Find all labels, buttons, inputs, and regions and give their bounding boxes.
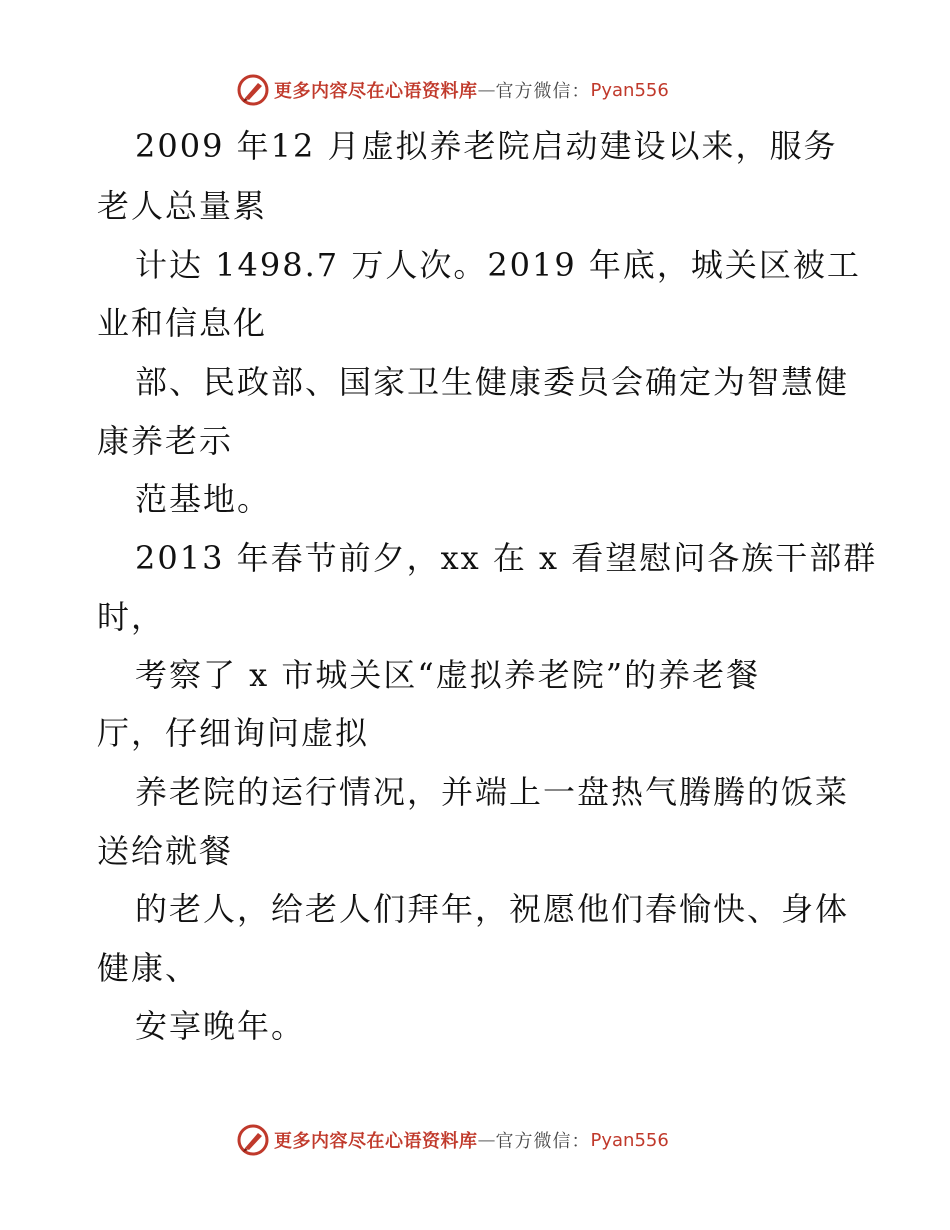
pen-logo-icon — [236, 73, 270, 107]
body-line: 时， — [97, 598, 166, 636]
body-line: 养老院的运行情况，并端上一盘热气腾腾的饭菜 — [135, 773, 850, 811]
header-site-text: 更多内容尽在心语资料库 — [274, 81, 478, 102]
footer-separator: — — [477, 1129, 496, 1151]
footer-site-text: 更多内容尽在心语资料库 — [274, 1131, 478, 1152]
header-wechat-id: Pyan556 — [590, 79, 669, 101]
footer-wechat-label: 官方微信： — [495, 1131, 591, 1152]
body-line: 健康、 — [97, 949, 200, 987]
body-line: 考察了 x 市城关区“虚拟养老院”的养老餐 — [135, 656, 761, 694]
body-line: 计达 1498.7 万人次。2019 年底，城关区被工 — [135, 246, 861, 284]
body-line: 安享晚年。 — [135, 1007, 306, 1045]
body-line: 业和信息化 — [97, 304, 268, 342]
body-line: 送给就餐 — [97, 832, 234, 870]
body-line: 康养老示 — [97, 422, 234, 460]
pen-logo-icon — [236, 1123, 270, 1157]
footer-banner — [236, 1120, 669, 1160]
body-line: 老人总量累 — [97, 187, 268, 225]
footer-wechat-id: Pyan556 — [590, 1129, 669, 1151]
body-line: 2013 年春节前夕，xx 在 x 看望慰问各族干部群 — [135, 539, 878, 577]
header-separator: — — [477, 79, 496, 101]
header-wechat-label: 官方微信： — [495, 81, 591, 102]
header-banner — [236, 70, 669, 110]
body-line: 部、民政部、国家卫生健康委员会确定为智慧健 — [135, 363, 850, 401]
body-line: 2009 年12 月虚拟养老院启动建设以来，服务 — [135, 127, 838, 165]
body-line: 厅，仔细询问虚拟 — [97, 714, 370, 752]
body-line: 范基地。 — [135, 480, 272, 518]
body-line: 的老人，给老人们拜年，祝愿他们春愉快、身体 — [135, 890, 850, 928]
